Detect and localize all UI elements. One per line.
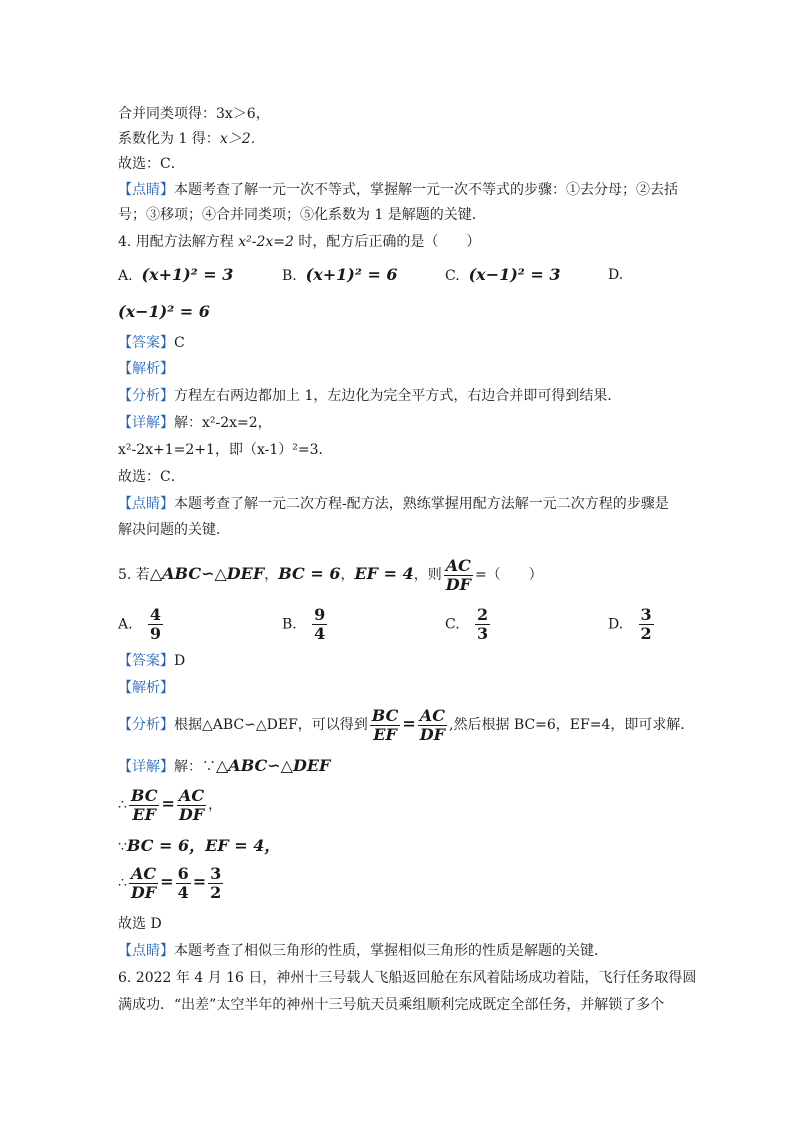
text-line: 故选 D [118,916,162,932]
question-4-stem: 4. 用配方法解方程 x²-2x=2 时，配方后正确的是（ ） [118,234,481,250]
text-line: 合并同类项得：3x＞6， [118,106,270,122]
text-line: x²-2x+1=2+1，即（x-1）²=3． [118,442,333,458]
text-line: 故选：C． [118,469,185,485]
answer-line: 【答案】D [118,653,186,669]
analysis-tag: 【解析】 [118,680,174,696]
xiangjie-line: 【详解】解：∵△ABC∽△DEF [118,756,331,775]
option-a: A. (x+1)² = 3 [118,265,234,284]
option-a: A. $\frac{4}{9}$ [118,605,162,643]
question-5-stem: 5. 若△ABC∽△DEF，BC = 6，EF = 4，则 $\frac{AC}{DF}$ =（ ） [118,555,543,594]
dianjing-line: 【点睛】本题考查了解一元二次方程-配方法，熟练掌握用配方法解一元二次方程的步骤是 [118,496,669,512]
fenxi-line: 【分析】根据△ABC∽△DEF，可以得到 $\frac{BC}{EF}$ = $\frac{AC}{DF}$ ,然后根据 BC=6，EF=4，即可求解． [118,705,695,744]
answer-line: 【答案】C [118,335,185,351]
text-line: 故选：C． [118,156,185,172]
option-d-expr: (x−1)² = 6 [118,302,210,321]
text-line: 系数化为 1 得：x＞2． [118,131,265,147]
fenxi-line: 【分析】方程左右两边都加上 1，左边化为完全平方式，右边合并即可得到结果． [118,388,622,404]
option-b: B. (x+1)² = 6 [282,265,398,284]
question-6-stem: 6. 2022 年 4 月 16 日，神州十三号载人飞船返回舱在东风着陆场成功着陆，飞行任务取得圆 [118,970,697,986]
text-line: 解决问题的关键． [118,522,230,538]
option-c: C. $\frac{2}{3}$ [445,605,489,643]
text-line: 满成功．“出差”太空半年的神州十三号航天员乘组顺利完成既定全部任务，并解锁了多个 [118,997,665,1013]
dianjing-tag: 【点睛】 [118,182,174,198]
option-b: B. $\frac{9}{4}$ [282,605,326,643]
option-c: C. (x−1)² = 3 [445,265,561,284]
text-line: 号；③移项；④合并同类项；⑤化系数为 1 是解题的关键． [118,207,486,223]
xiangjie-line: 【详解】解：x²-2x=2， [118,415,272,431]
dianjing-line: 【点睛】本题考查了相似三角形的性质，掌握相似三角形的性质是解题的关键． [118,943,608,959]
analysis-tag: 【解析】 [118,361,174,377]
option-d: D. $\frac{3}{2}$ [608,605,652,643]
text-line: ∴ $\frac{AC}{DF}$ = $\frac{6}{4}$ = $\frac{3}{2}$ [118,863,222,902]
option-d: D. [608,267,624,283]
text-line: ∴ $\frac{BC}{EF}$ = $\frac{AC}{DF}$ ， [118,785,223,824]
text-line: ∵BC = 6，EF = 4， [118,836,281,855]
text-line: 【点睛】本题考查了解一元一次不等式，掌握解一元一次不等式的步骤：①去分母；②去括 [118,182,678,198]
